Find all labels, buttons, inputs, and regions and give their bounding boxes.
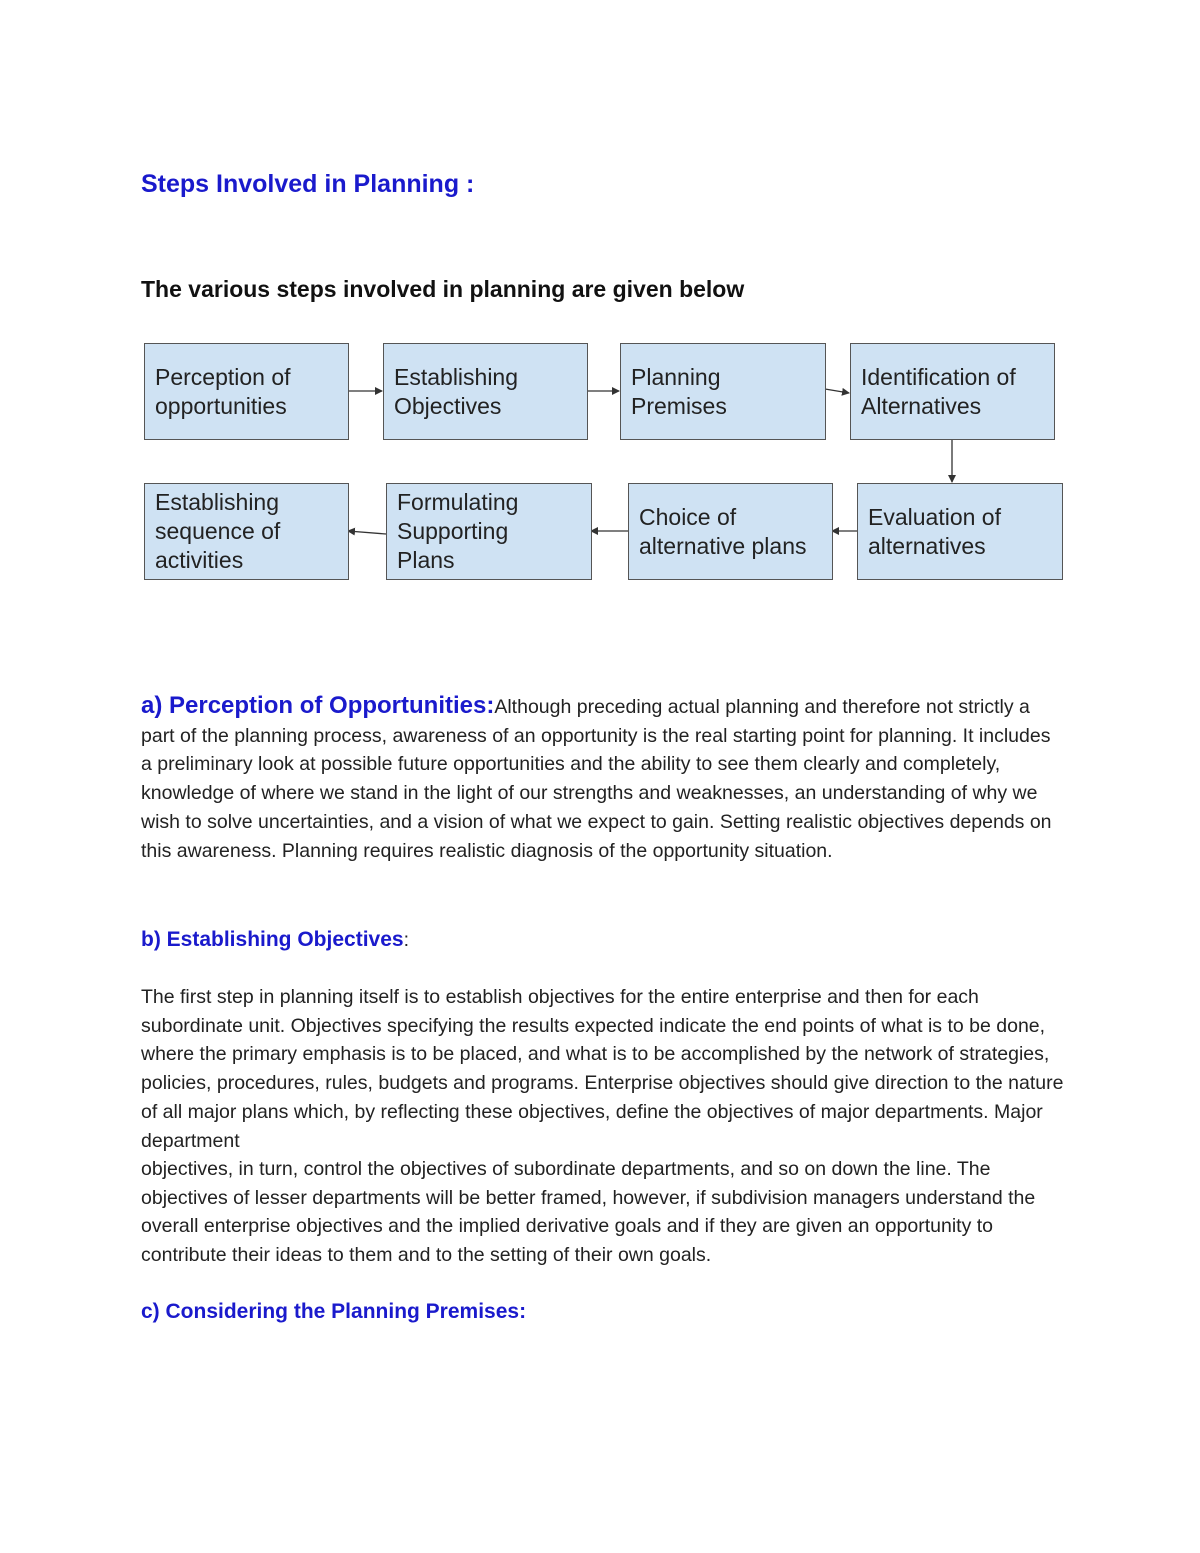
step-label: Perception of opportunities <box>155 363 291 419</box>
step-box-establishing-sequence-of-activities <box>144 483 349 580</box>
section-b-heading: b) Establishing Objectives <box>141 928 404 951</box>
step-label: Choice of alternative plans <box>639 503 807 559</box>
planning-steps-flowchart <box>140 338 1070 588</box>
page-title: Steps Involved in Planning : <box>141 170 475 198</box>
step-box-identification-of-alternatives <box>850 343 1055 440</box>
section-a-heading: a) Perception of Opportunities: <box>141 692 495 719</box>
step-label: Formulating Supporting Plans <box>397 489 519 573</box>
section-b-body-2: objectives, in turn, control the objectives of subordinate departments, and so on down the line. The objectives of lesser departments will be better framed, however, if subdivision managers understand the overall enterprise objectives and the implied derivative goals and if they are given an opportunity to contribute their ideas to them and to the setting of their own goals. <box>141 1158 1036 1267</box>
arrow-7-to-8 <box>348 531 386 534</box>
step-box-establishing-objectives <box>383 343 588 440</box>
section-a-body: Although preceding actual planning and therefore not strictly a part of the planning process, awareness of an opportunity is the real starting point for planning. It includes a preliminary look at possible future opportunities and the ability to see them clearly and completely, knowledge of where we stand in the light of our strengths and weaknesses, an understanding of why we wish to solve uncertainties, and a vision of what we expect to gain. Setting realistic objectives depends on this awareness. Planning requires realistic diagnosis of the opportunity situation. <box>141 696 1052 862</box>
section-c-heading-line <box>141 1298 1066 1327</box>
step-box-choice-of-alternative-plans <box>628 483 833 580</box>
step-label: Identification of Alternatives <box>861 363 1016 419</box>
step-box-planning-premises <box>620 343 826 440</box>
step-box-formulating-supporting-plans <box>386 483 592 580</box>
section-b-body-1: The first step in planning itself is to establish objectives for the entire enterprise and then for each subordinate unit. Objectives specifying the results expected indicate the end points of what is to be done, where the primary emphasis is to be placed, and what is to be accomplished by the network of strategies, policies, procedures, rules, budgets and programs. Enterprise objectives should give direction to the nature of all major plans which, by reflecting these objectives, define the objectives of major departments. Major department <box>141 986 1064 1152</box>
intro-heading: The various steps involved in planning are given below <box>141 276 745 302</box>
section-a <box>141 692 1066 865</box>
step-box-perception-of-opportunities <box>144 343 349 440</box>
step-label: Evaluation of alternatives <box>868 503 1001 559</box>
arrow-3-to-4 <box>825 389 849 393</box>
section-c-heading: c) Considering the Planning Premises: <box>141 1300 527 1323</box>
step-label: Establishing sequence of activities <box>155 489 281 573</box>
step-box-evaluation-of-alternatives <box>857 483 1063 580</box>
section-b-heading-line <box>141 926 1066 955</box>
step-label: Planning Premises <box>631 363 727 419</box>
step-label: Establishing Objectives <box>394 363 519 419</box>
section-b-heading-colon: : <box>403 929 409 951</box>
